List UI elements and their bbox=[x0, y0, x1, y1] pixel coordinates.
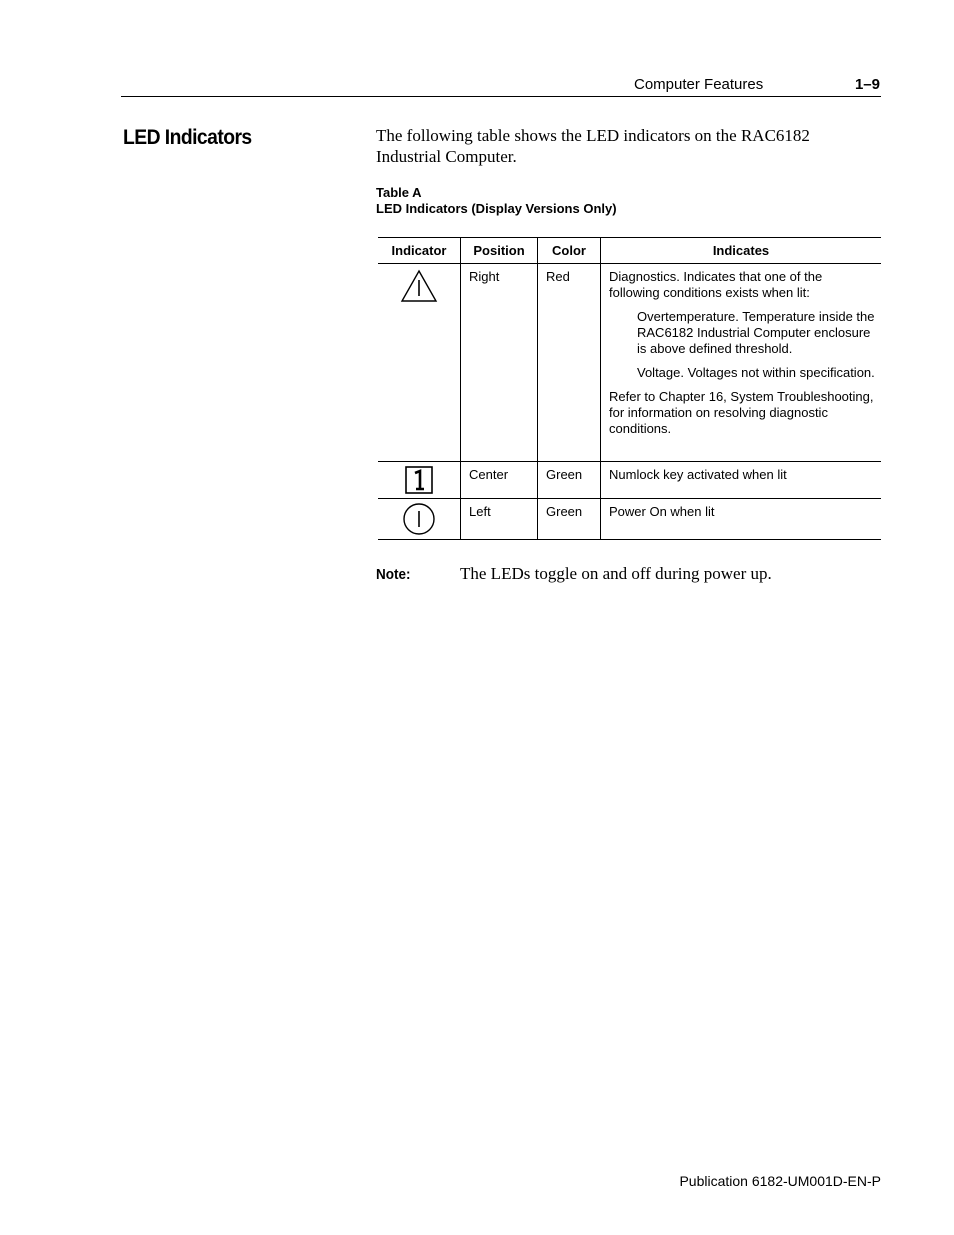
color-cell: Red bbox=[538, 264, 601, 462]
header-rule bbox=[121, 96, 881, 97]
table-header-row bbox=[378, 238, 881, 264]
refer-text: Refer to Chapter 16, System Troubleshooting, for information on resolving diagnostic conditions. bbox=[609, 389, 874, 436]
numlock-icon bbox=[405, 466, 433, 498]
table-row-power bbox=[378, 499, 881, 540]
indicator-cell bbox=[378, 264, 461, 462]
led-indicator-table bbox=[378, 237, 881, 540]
column-header-indicates: Indicates bbox=[601, 238, 882, 264]
page-number: 1–9 bbox=[854, 76, 880, 93]
column-header-position: Position bbox=[461, 238, 538, 264]
column-header-indicator: Indicator bbox=[378, 238, 461, 264]
color-cell: Green bbox=[538, 499, 601, 540]
color-cell: Green bbox=[538, 462, 601, 499]
condition-overtemperature: Overtemperature. Temperature inside the RAC6182 Industrial Computer enclosure is above defined threshold. bbox=[637, 309, 875, 356]
table-label: Table A bbox=[376, 185, 422, 200]
table-row-numlock bbox=[378, 462, 881, 499]
note-label: Note: bbox=[376, 566, 411, 583]
indicates-cell: Power On when lit bbox=[601, 499, 882, 540]
section-heading: LED Indicators bbox=[123, 126, 252, 149]
intro-paragraph: The following table shows the LED indicators on the RAC6182 Industrial Computer. bbox=[376, 126, 810, 166]
power-icon bbox=[402, 503, 436, 539]
position-cell: Right bbox=[461, 264, 538, 462]
indicates-cell bbox=[601, 264, 882, 462]
table-title: LED Indicators (Display Versions Only) bbox=[376, 201, 617, 216]
position-cell: Center bbox=[461, 462, 538, 499]
condition-voltage: Voltage. Voltages not within specification. bbox=[637, 365, 875, 380]
indicator-cell bbox=[378, 499, 461, 540]
position-cell: Left bbox=[461, 499, 538, 540]
note-text: The LEDs toggle on and off during power up. bbox=[460, 564, 772, 583]
column-header-color: Color bbox=[538, 238, 601, 264]
footer-publication: Publication 6182-UM001D-EN-P bbox=[679, 1173, 881, 1189]
warning-triangle-icon bbox=[400, 269, 438, 307]
table-row-diagnostics bbox=[378, 264, 881, 462]
indicates-cell: Numlock key activated when lit bbox=[601, 462, 882, 499]
indicator-cell bbox=[378, 462, 461, 499]
header-section-title: Computer Features bbox=[634, 76, 764, 93]
diagnostics-description: Diagnostics. Indicates that one of the following conditions exists when lit: bbox=[609, 269, 823, 300]
